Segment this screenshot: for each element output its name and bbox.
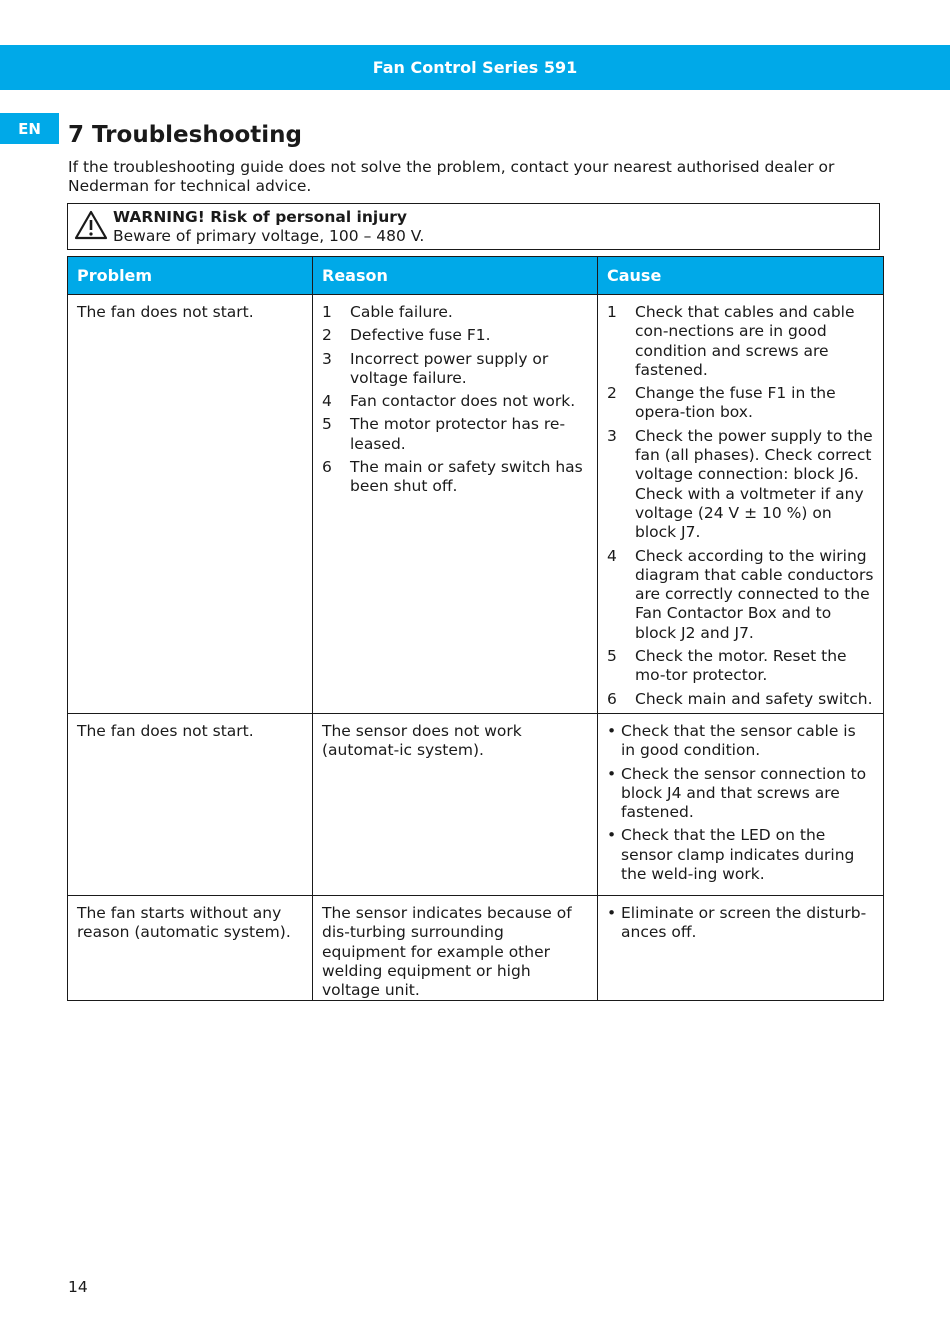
list-item: 6 The main or safety switch has been shut off. (322, 458, 583, 496)
problem-cell: The fan does not start. (68, 295, 313, 714)
table-row (68, 295, 884, 714)
header-problem: Problem (68, 257, 313, 295)
list-item: 6 Check main and safety switch. (607, 689, 873, 708)
list-item: 3 Incorrect power supply or voltage failure. (322, 349, 549, 387)
list-item: • Check that the LED on the sensor clamp indicates during the weld-ing work. (607, 826, 874, 884)
reason-cell: The sensor indicates because of dis-turbing surrounding equipment for example other welding equipment or high voltage unit. (313, 895, 598, 1000)
list-item: 1 Check that cables and cable con-nections are in good condition and screws are fastened. (607, 303, 855, 379)
table-row (68, 895, 884, 1000)
problem-cell: The fan does not start. (68, 713, 313, 895)
cause-cell (598, 895, 884, 1000)
cause-list (607, 904, 874, 943)
list-item: 4 Check according to the wiring diagram that cable conductors are correctly connected to the Fan Contactor Box and to block J2 and J7. (607, 546, 874, 642)
reason-list (322, 303, 588, 497)
list-item: 1 Cable failure. (322, 303, 453, 321)
list-item: 2 Defective fuse F1. (322, 326, 491, 345)
reason-cell (313, 295, 598, 714)
warning-box (67, 203, 880, 250)
list-item: • Eliminate or screen the disturb-ances off. (607, 904, 874, 943)
reason-cell: The sensor does not work (automat-ic system). (313, 713, 598, 895)
warning-title: WARNING! Risk of personal injury (113, 208, 407, 226)
problem-cell: The fan starts without any reason (automatic system). (68, 895, 313, 1000)
troubleshooting-table (67, 256, 884, 1001)
list-item: 2 Change the fuse F1 in the opera-tion box. (607, 384, 836, 422)
section-title: 7 Troubleshooting (68, 122, 303, 148)
cause-list (607, 722, 874, 884)
header-cause: Cause (598, 257, 884, 295)
table-row (68, 713, 884, 895)
header-title: Fan Control Series 591 (372, 58, 578, 77)
language-tab: EN (0, 113, 59, 144)
table-header-row (68, 257, 884, 295)
list-item: 5 Check the motor. Reset the mo-tor protector. (607, 647, 847, 685)
cause-list (607, 303, 874, 709)
list-item: • Check that the sensor cable is in good condition. (607, 722, 874, 761)
cause-cell (598, 713, 884, 895)
warning-triangle-icon (74, 210, 108, 240)
header-reason: Reason (313, 257, 598, 295)
list-item: 3 Check the power supply to the fan (all phases). Check correct voltage connection: block J6. Check with a voltmeter if any voltage (24 V ± 10 %) on block J7. (607, 426, 873, 542)
list-item: 4 Fan contactor does not work. (322, 392, 576, 411)
cause-cell (598, 295, 884, 714)
list-item: 5 The motor protector has re-leased. (322, 415, 566, 453)
header-band (0, 45, 950, 90)
intro-paragraph: If the troubleshooting guide does not solve the problem, contact your nearest authorised dealer or Nederman for technical advice. (68, 158, 835, 195)
page-number: 14 (68, 1278, 88, 1296)
warning-text: Beware of primary voltage, 100 – 480 V. (113, 227, 425, 245)
list-item: • Check the sensor connection to block J4 and that screws are fastened. (607, 765, 874, 823)
